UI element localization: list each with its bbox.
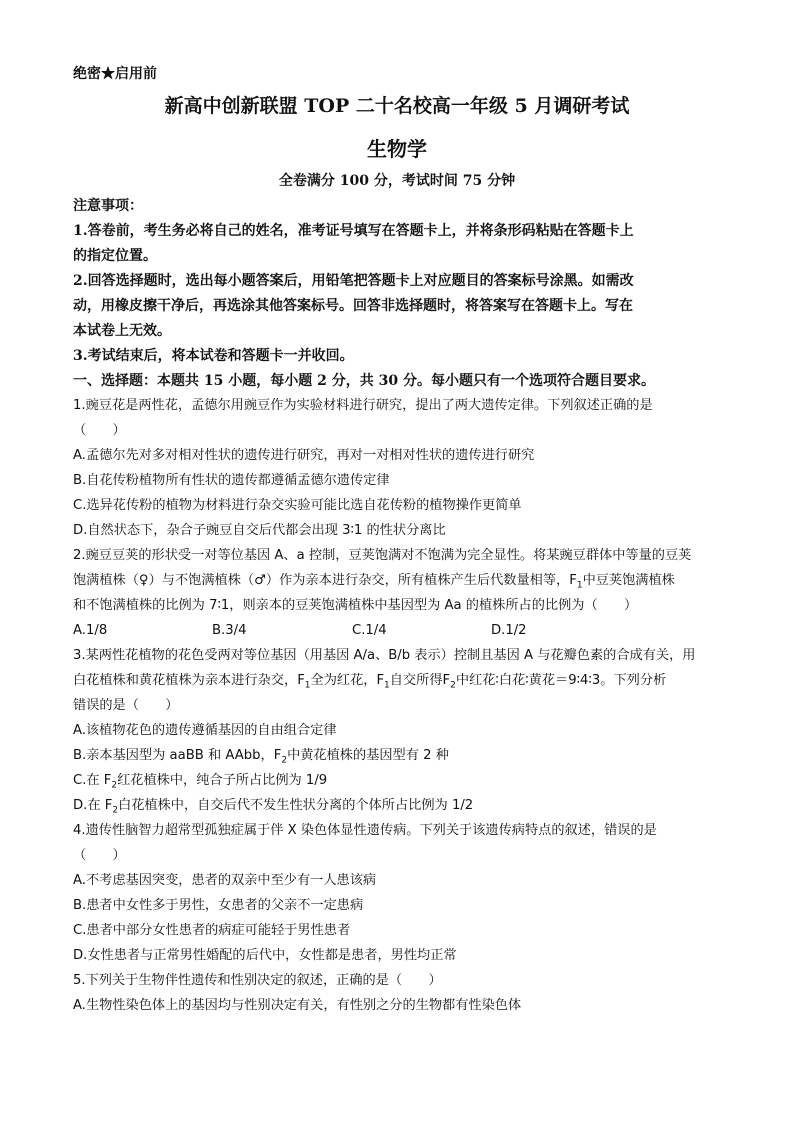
section-heading: 一、选择题：本题共 15 小题，每小题 2 分，共 30 分。每小题只有一个选项符合题目要求。 <box>73 373 655 389</box>
note-1b: 的指定位置。 <box>73 248 157 264</box>
q1-paren: （ ） <box>73 423 126 438</box>
q3-option-a: A.该植物花色的遗传遵循基因的自由组合定律 <box>73 723 337 738</box>
note-3: 3.考试结束后，将本试卷和答题卡一并收回。 <box>73 348 354 364</box>
q5-option-a: A.生物性染色体上的基因均与性别决定有关，有性别之分的生物都有性染色体 <box>73 998 522 1013</box>
q3-option-c: C.在 $F_2$红花植株中，纯合子所占比例为 1/9 <box>73 773 328 791</box>
exam-title: 新高中创新联盟 TOP 二十名校高一年级 5 月调研考试 <box>164 95 630 117</box>
q3-line-2: 白花植株和黄花植株为亲本进行杂交，$F_1$全为红花，$F_1$自交所得$F_2$中红花∶白花∶黄花＝9∶4∶3。下列分析 <box>73 673 667 691</box>
q3-line-1: 3.某两性花植物的花色受两对等位基因（用基因 A/a、B/b 表示）控制且基因 A 与花瓣色素的合成有关，用 <box>73 648 696 663</box>
q1-option-b: B.自花传粉植物所有性状的遗传都遵循孟德尔遗传定律 <box>73 473 390 488</box>
subject-title: 生物学 <box>367 137 427 161</box>
q3-option-b: B.亲本基因型为 aaBB 和 AAbb，$F_2$中黄花植株的基因型有 2 种 <box>73 748 449 766</box>
q2-line-1: 2.豌豆豆荚的形状受一对等位基因 A、a 控制，豆荚饱满对不饱满为完全显性。将某豌豆群体中等量的豆荚 <box>73 548 692 563</box>
note-1a: 1.答卷前，考生务必将自己的姓名，准考证号填写在答题卡上，并将条形码粘贴在答题卡上 <box>73 223 634 239</box>
q3-option-d: D.在 $F_2$白花植株中，自交后代不发生性状分离的个体所占比例为 1/2 <box>73 798 474 816</box>
q4-option-c: C.患者中部分女性患者的病症可能轻于男性患者 <box>73 923 351 938</box>
q2-line-2: 饱满植株（♀）与不饱满植株（♂）作为亲本进行杂交，所有植株产生后代数量相等，$F_1$中豆荚饱满植株 <box>73 573 675 591</box>
q1-option-a: A.孟德尔先对多对相对性状的遗传进行研究，再对一对相对性状的遗传进行研究 <box>73 448 535 463</box>
q2-option-c: C.1/4 <box>352 623 387 638</box>
note-2c: 本试卷上无效。 <box>73 323 171 339</box>
q1-option-d: D.自然状态下，杂合子豌豆自交后代都会出现 3∶1 的性状分离比 <box>73 523 446 538</box>
q4-option-d: D.女性患者与正常男性婚配的后代中，女性都是患者，男性均正常 <box>73 948 457 963</box>
q1-option-c: C.选异花传粉的植物为材料进行杂交实验可能比选自花传粉的植物操作更简单 <box>73 498 522 513</box>
secret-label: 绝密★启用前 <box>73 66 157 82</box>
notes-heading: 注意事项： <box>73 198 143 214</box>
q4-option-b: B.患者中女性多于男性，女患者的父亲不一定患病 <box>73 898 364 913</box>
exam-meta: 全卷满分 100 分，考试时间 75 分钟 <box>278 173 516 189</box>
q5-stem: 5.下列关于生物伴性遗传和性别决定的叙述，正确的是（ ） <box>73 973 442 988</box>
q4-option-a: A.不考虑基因突变，患者的双亲中至少有一人患该病 <box>73 873 377 888</box>
q4-paren: （ ） <box>73 848 126 863</box>
q2-option-d: D.1/2 <box>491 623 527 638</box>
q4-stem: 4.遗传性脑智力超常型孤独症属于伴 X 染色体显性遗传病。下列关于该遗传病特点的叙述，错误的是 <box>73 823 657 838</box>
note-2b: 动，用橡皮擦干净后，再选涂其他答案标号。回答非选择题时，将答案写在答题卡上。写在 <box>73 298 633 314</box>
note-2a: 2.回答选择题时，选出每小题答案后，用铅笔把答题卡上对应题目的答案标号涂黑。如需改 <box>73 273 634 289</box>
q3-line-3: 错误的是（ ） <box>73 698 179 713</box>
q1-stem: 1.豌豆花是两性花，孟德尔用豌豆作为实验材料进行研究，提出了两大遗传定律。下列叙述正确的是 <box>73 398 653 413</box>
q2-option-b: B.3/4 <box>212 623 247 638</box>
q2-line-3: 和不饱满植株的比例为 7∶1，则亲本的豆荚饱满植株中基因型为 Aa 的植株所占的比例为（ ） <box>73 598 638 613</box>
q2-option-a: A.1/8 <box>73 623 108 638</box>
